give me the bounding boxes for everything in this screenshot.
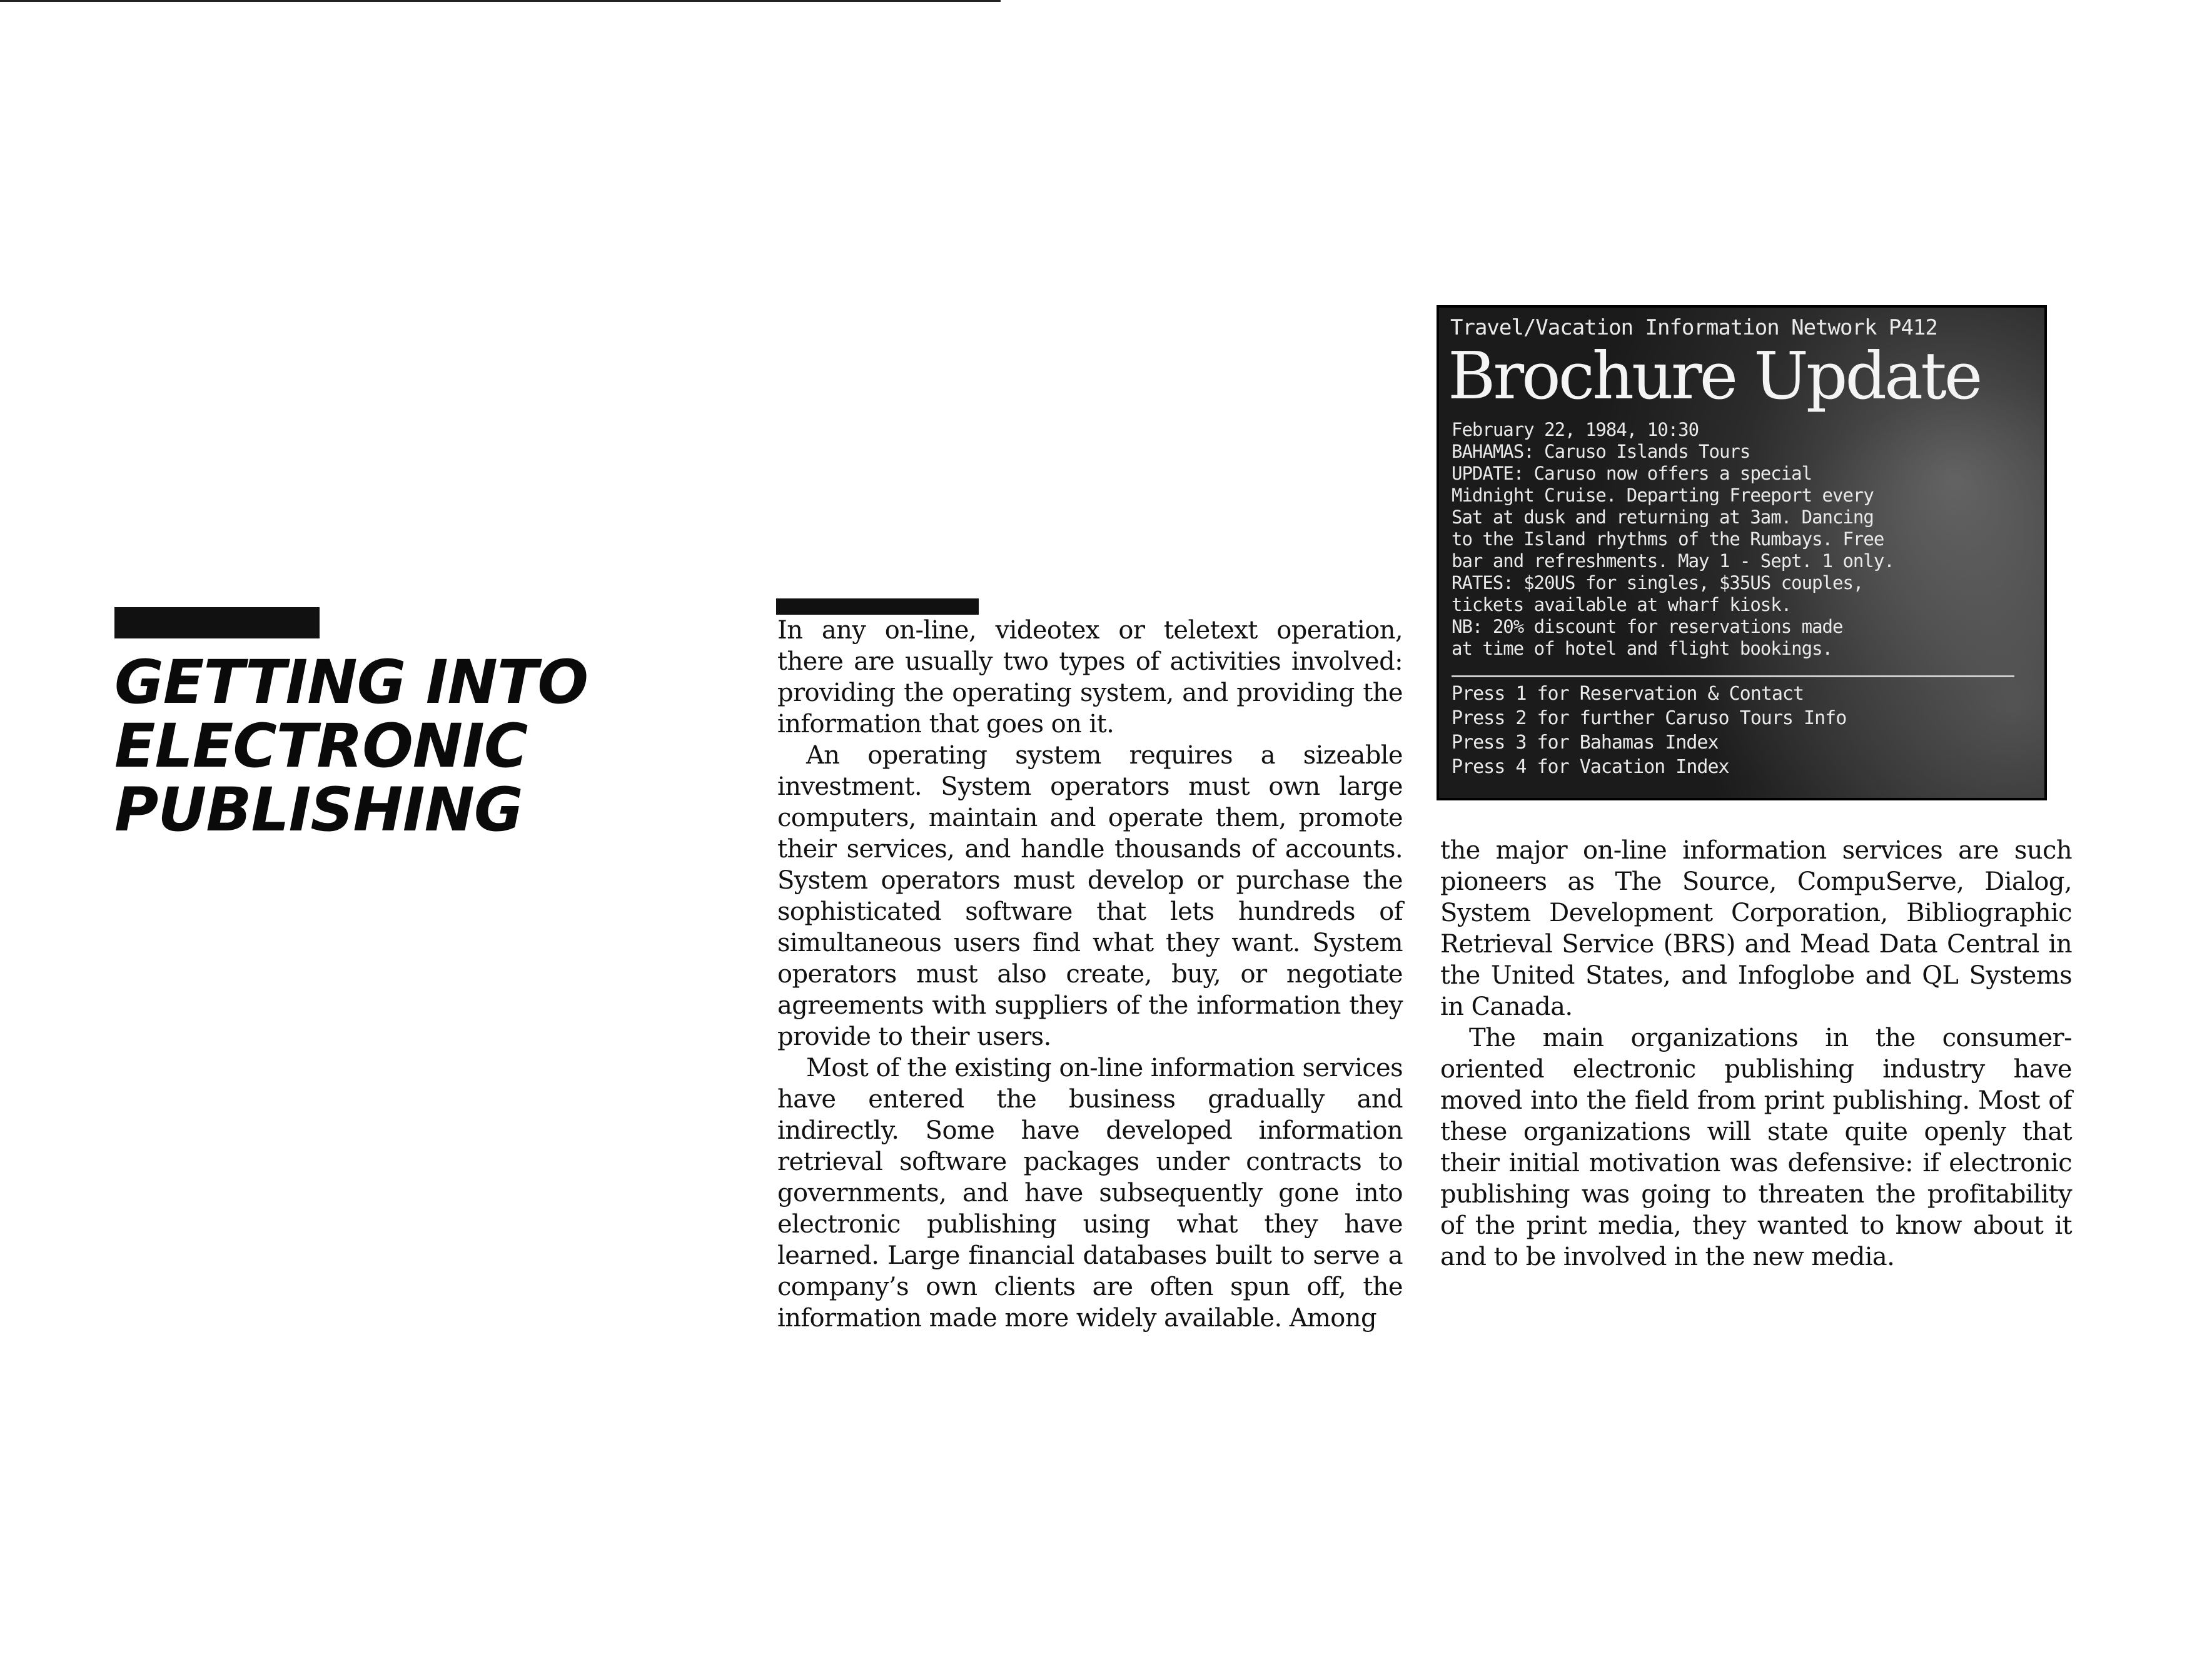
article-column-1 <box>777 615 1403 1334</box>
videotex-screen-image <box>1437 305 2047 800</box>
screen-line: February 22, 1984, 10:30 <box>1452 419 1699 440</box>
screen-option: Press 4 for Vacation Index <box>1452 756 1729 778</box>
section-bar <box>114 607 320 638</box>
article-title <box>114 647 677 845</box>
screen-line: RATES: $20US for singles, $35US couples, <box>1452 572 1864 593</box>
screen-body <box>1452 419 1894 660</box>
title-line-1: GETTING INTO <box>114 647 588 717</box>
screen-divider <box>1452 675 2014 677</box>
title-line-3: PUBLISHING <box>114 775 523 845</box>
screen-line: UPDATE: Caruso now offers a special <box>1452 463 1812 484</box>
paragraph: Most of the existing on-line information services have entered the business gradually and indirectly. Some have developed information retrieval software packages under contracts to governments, and have subsequently gone into electronic publishing using what they have learned. Large financial databases built to serve a company’s own clients are often spun off, the information made more widely available. Among <box>777 1054 1403 1333</box>
screen-line: tickets available at wharf kiosk. <box>1452 594 1792 615</box>
paragraph: The main organizations in the consumer-oriented electronic publishing industry have moved into the field from print publishing. Most of these organizations will state quite openly that their initial motivation was defensive: if electronic publishing was going to threaten the profitability of the print media, they wanted to know about it and to be involved in the new media. <box>1440 1024 2072 1271</box>
screen-option: Press 1 for Reservation & Contact <box>1452 683 1804 705</box>
title-line-2: ELECTRONIC <box>114 711 528 781</box>
screen-line: to the Island rhythms of the Rumbays. Free <box>1452 528 1884 550</box>
top-edge-rule <box>0 0 1001 2</box>
screen-header: Travel/Vacation Information Network P412 <box>1450 315 1937 340</box>
column-rule <box>776 598 979 615</box>
screen-line: Midnight Cruise. Departing Freeport every <box>1452 485 1874 506</box>
screen-line: at time of hotel and flight bookings. <box>1452 638 1833 659</box>
screen-line: NB: 20% discount for reservations made <box>1452 616 1843 637</box>
screen-line: bar and refreshments. May 1 - Sept. 1 only. <box>1452 550 1894 572</box>
screen-option: Press 2 for further Caruso Tours Info <box>1452 707 1847 729</box>
article-column-2 <box>1440 835 2072 1273</box>
paragraph: In any on-line, videotex or teletext operation, there are usually two types of activities involved: providing the operating system, and providing the information that goes on it. <box>777 616 1403 739</box>
screen-menu-options <box>1452 682 1846 779</box>
screen-option: Press 3 for Bahamas Index <box>1452 732 1719 754</box>
paragraph: An operating system requires a sizeable investment. System operators must own large computers, maintain and operate them, promote their services, and handle thousands of accounts. System operators must develop or purchase the sophisticated software that lets hundreds of simultaneous users find what they want. System operators must also create, buy, or negotiate agreements with suppliers of the information they provide to their users. <box>777 741 1403 1051</box>
screen-line: BAHAMAS: Caruso Islands Tours <box>1452 441 1750 462</box>
screen-title: Brochure Update <box>1448 338 1981 414</box>
screen-line: Sat at dusk and returning at 3am. Dancing <box>1452 507 1874 528</box>
paragraph: the major on-line information services are such pioneers as The Source, CompuServe, Dialog, System Development Corporation, Bibliographic Retrieval Service (BRS) and Mead Data Central in the United States, and Infoglobe and QL Systems in Canada. <box>1440 836 2072 1021</box>
